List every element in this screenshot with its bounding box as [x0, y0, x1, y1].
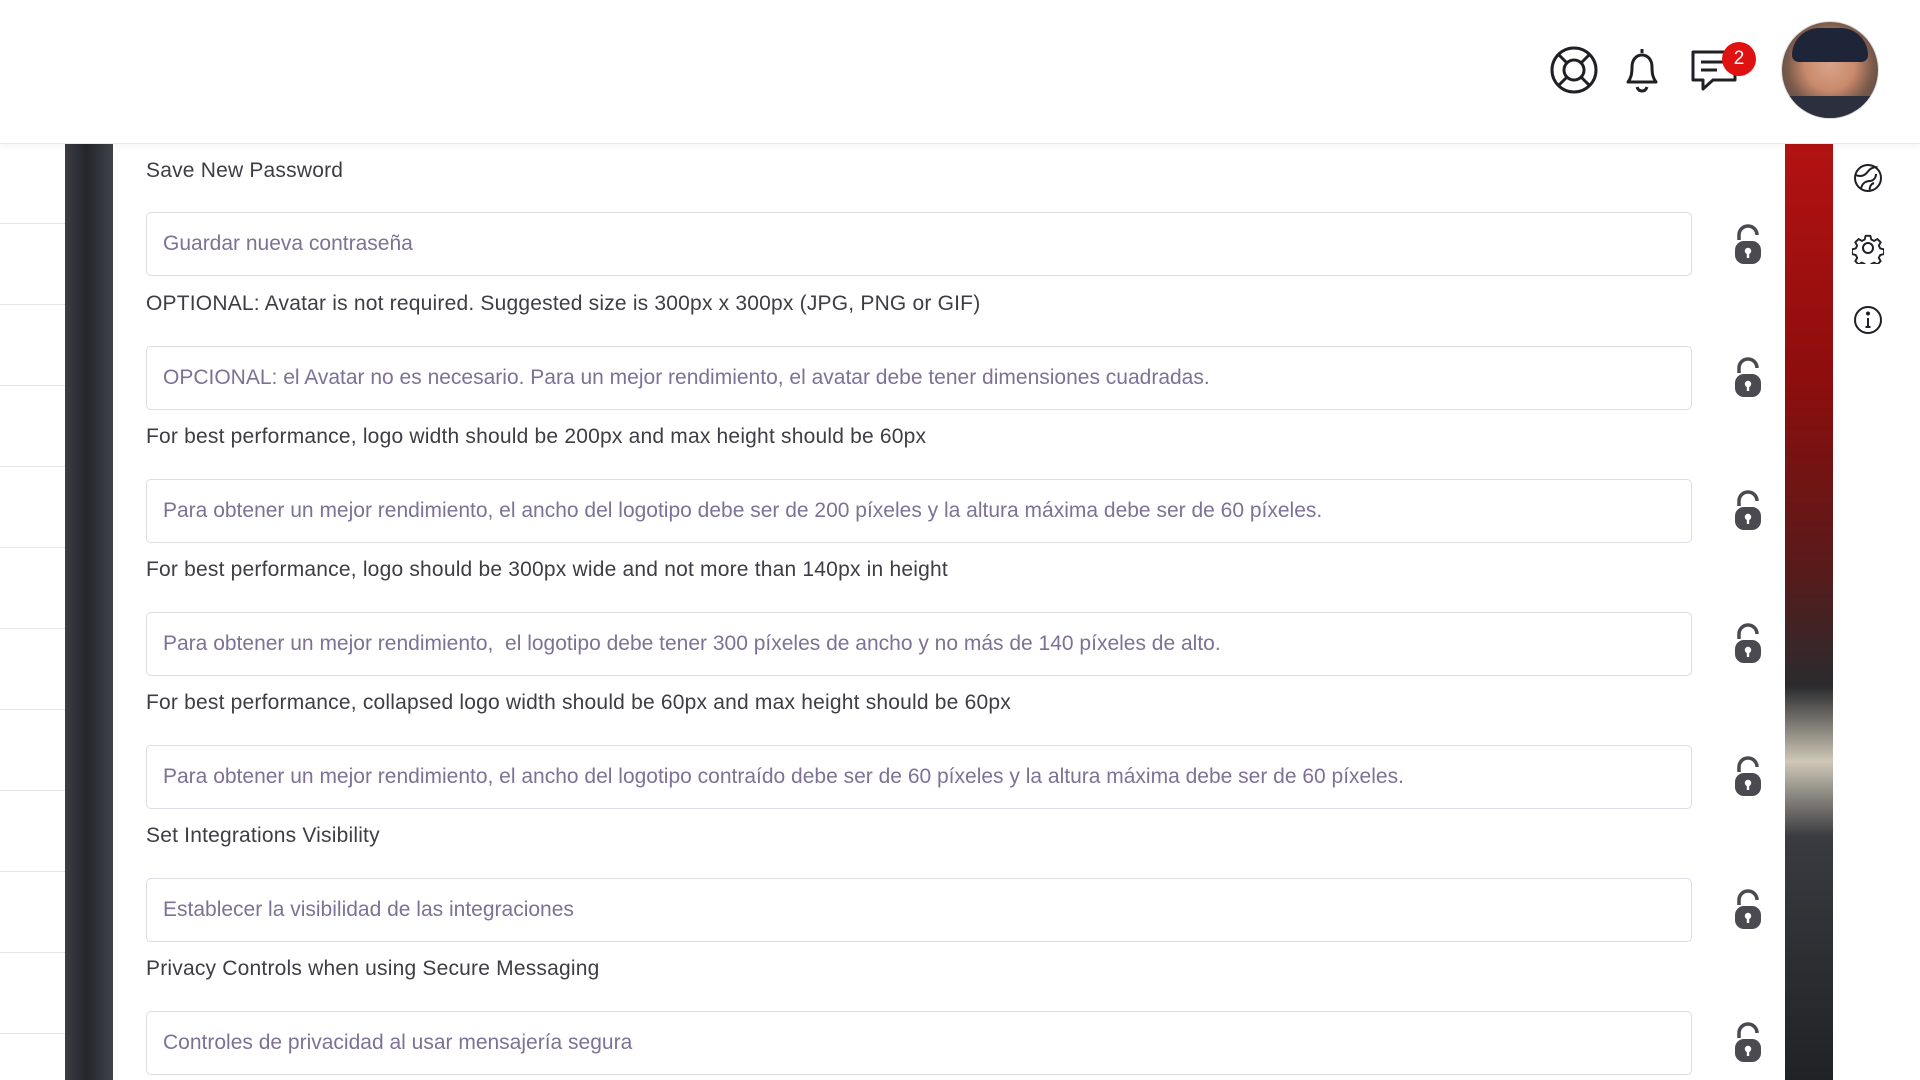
list-item[interactable]: [0, 467, 65, 548]
field-collapsed-logo: [146, 689, 1746, 717]
translation-form: [113, 143, 1785, 1080]
globe-icon[interactable]: [1850, 160, 1886, 196]
translation-input[interactable]: [146, 878, 1692, 942]
list-item[interactable]: [0, 305, 65, 386]
bell-icon[interactable]: [1614, 42, 1670, 98]
translation-input[interactable]: [146, 745, 1692, 809]
info-icon[interactable]: [1850, 302, 1886, 338]
translation-input[interactable]: [146, 479, 1692, 543]
field-label: Save New Password: [146, 159, 344, 182]
field-avatar-optional: [146, 290, 1746, 318]
background-image-strip: [1785, 143, 1833, 1080]
right-rail: [1833, 143, 1920, 1080]
field-integrations-visibility: [146, 822, 1746, 850]
message-count-badge: 2: [1722, 42, 1756, 76]
field-save-new-password: [146, 157, 1746, 185]
unlock-icon[interactable]: [1728, 1021, 1768, 1065]
translation-input[interactable]: [146, 1011, 1692, 1075]
list-item[interactable]: [0, 791, 65, 872]
background-image-strip: [65, 143, 113, 1080]
field-label: For best performance, logo should be 300px wide and not more than 140px in height: [146, 558, 948, 581]
unlock-icon[interactable]: [1728, 622, 1768, 666]
avatar[interactable]: [1782, 22, 1878, 118]
field-logo-size: [146, 556, 1746, 584]
unlock-icon[interactable]: [1728, 888, 1768, 932]
list-item[interactable]: [0, 710, 65, 791]
list-item[interactable]: [0, 629, 65, 710]
translation-input[interactable]: [146, 346, 1692, 410]
unlock-icon[interactable]: [1728, 356, 1768, 400]
left-list-panel: [0, 143, 65, 1080]
field-label: For best performance, collapsed logo width should be 60px and max height should be 60px: [146, 691, 1011, 714]
translation-input[interactable]: [146, 612, 1692, 676]
field-privacy-controls: [146, 955, 1746, 983]
lifebuoy-icon[interactable]: [1546, 42, 1602, 98]
unlock-icon[interactable]: [1728, 755, 1768, 799]
gear-icon[interactable]: [1850, 230, 1886, 266]
list-item[interactable]: [0, 386, 65, 467]
field-logo-width: [146, 423, 1746, 451]
field-label: Privacy Controls when using Secure Messaging: [146, 957, 600, 980]
unlock-icon[interactable]: [1728, 489, 1768, 533]
list-item[interactable]: [0, 143, 65, 224]
list-item[interactable]: [0, 872, 65, 953]
list-item[interactable]: [0, 953, 65, 1034]
unlock-icon[interactable]: [1728, 223, 1768, 267]
translation-input[interactable]: [146, 212, 1692, 276]
top-header: [0, 0, 1920, 144]
list-item[interactable]: [0, 548, 65, 629]
field-label: For best performance, logo width should be 200px and max height should be 60px: [146, 425, 927, 448]
field-label: OPTIONAL: Avatar is not required. Suggested size is 300px x 300px (JPG, PNG or GIF): [146, 292, 981, 315]
field-label: Set Integrations Visibility: [146, 824, 380, 847]
list-item[interactable]: [0, 224, 65, 305]
